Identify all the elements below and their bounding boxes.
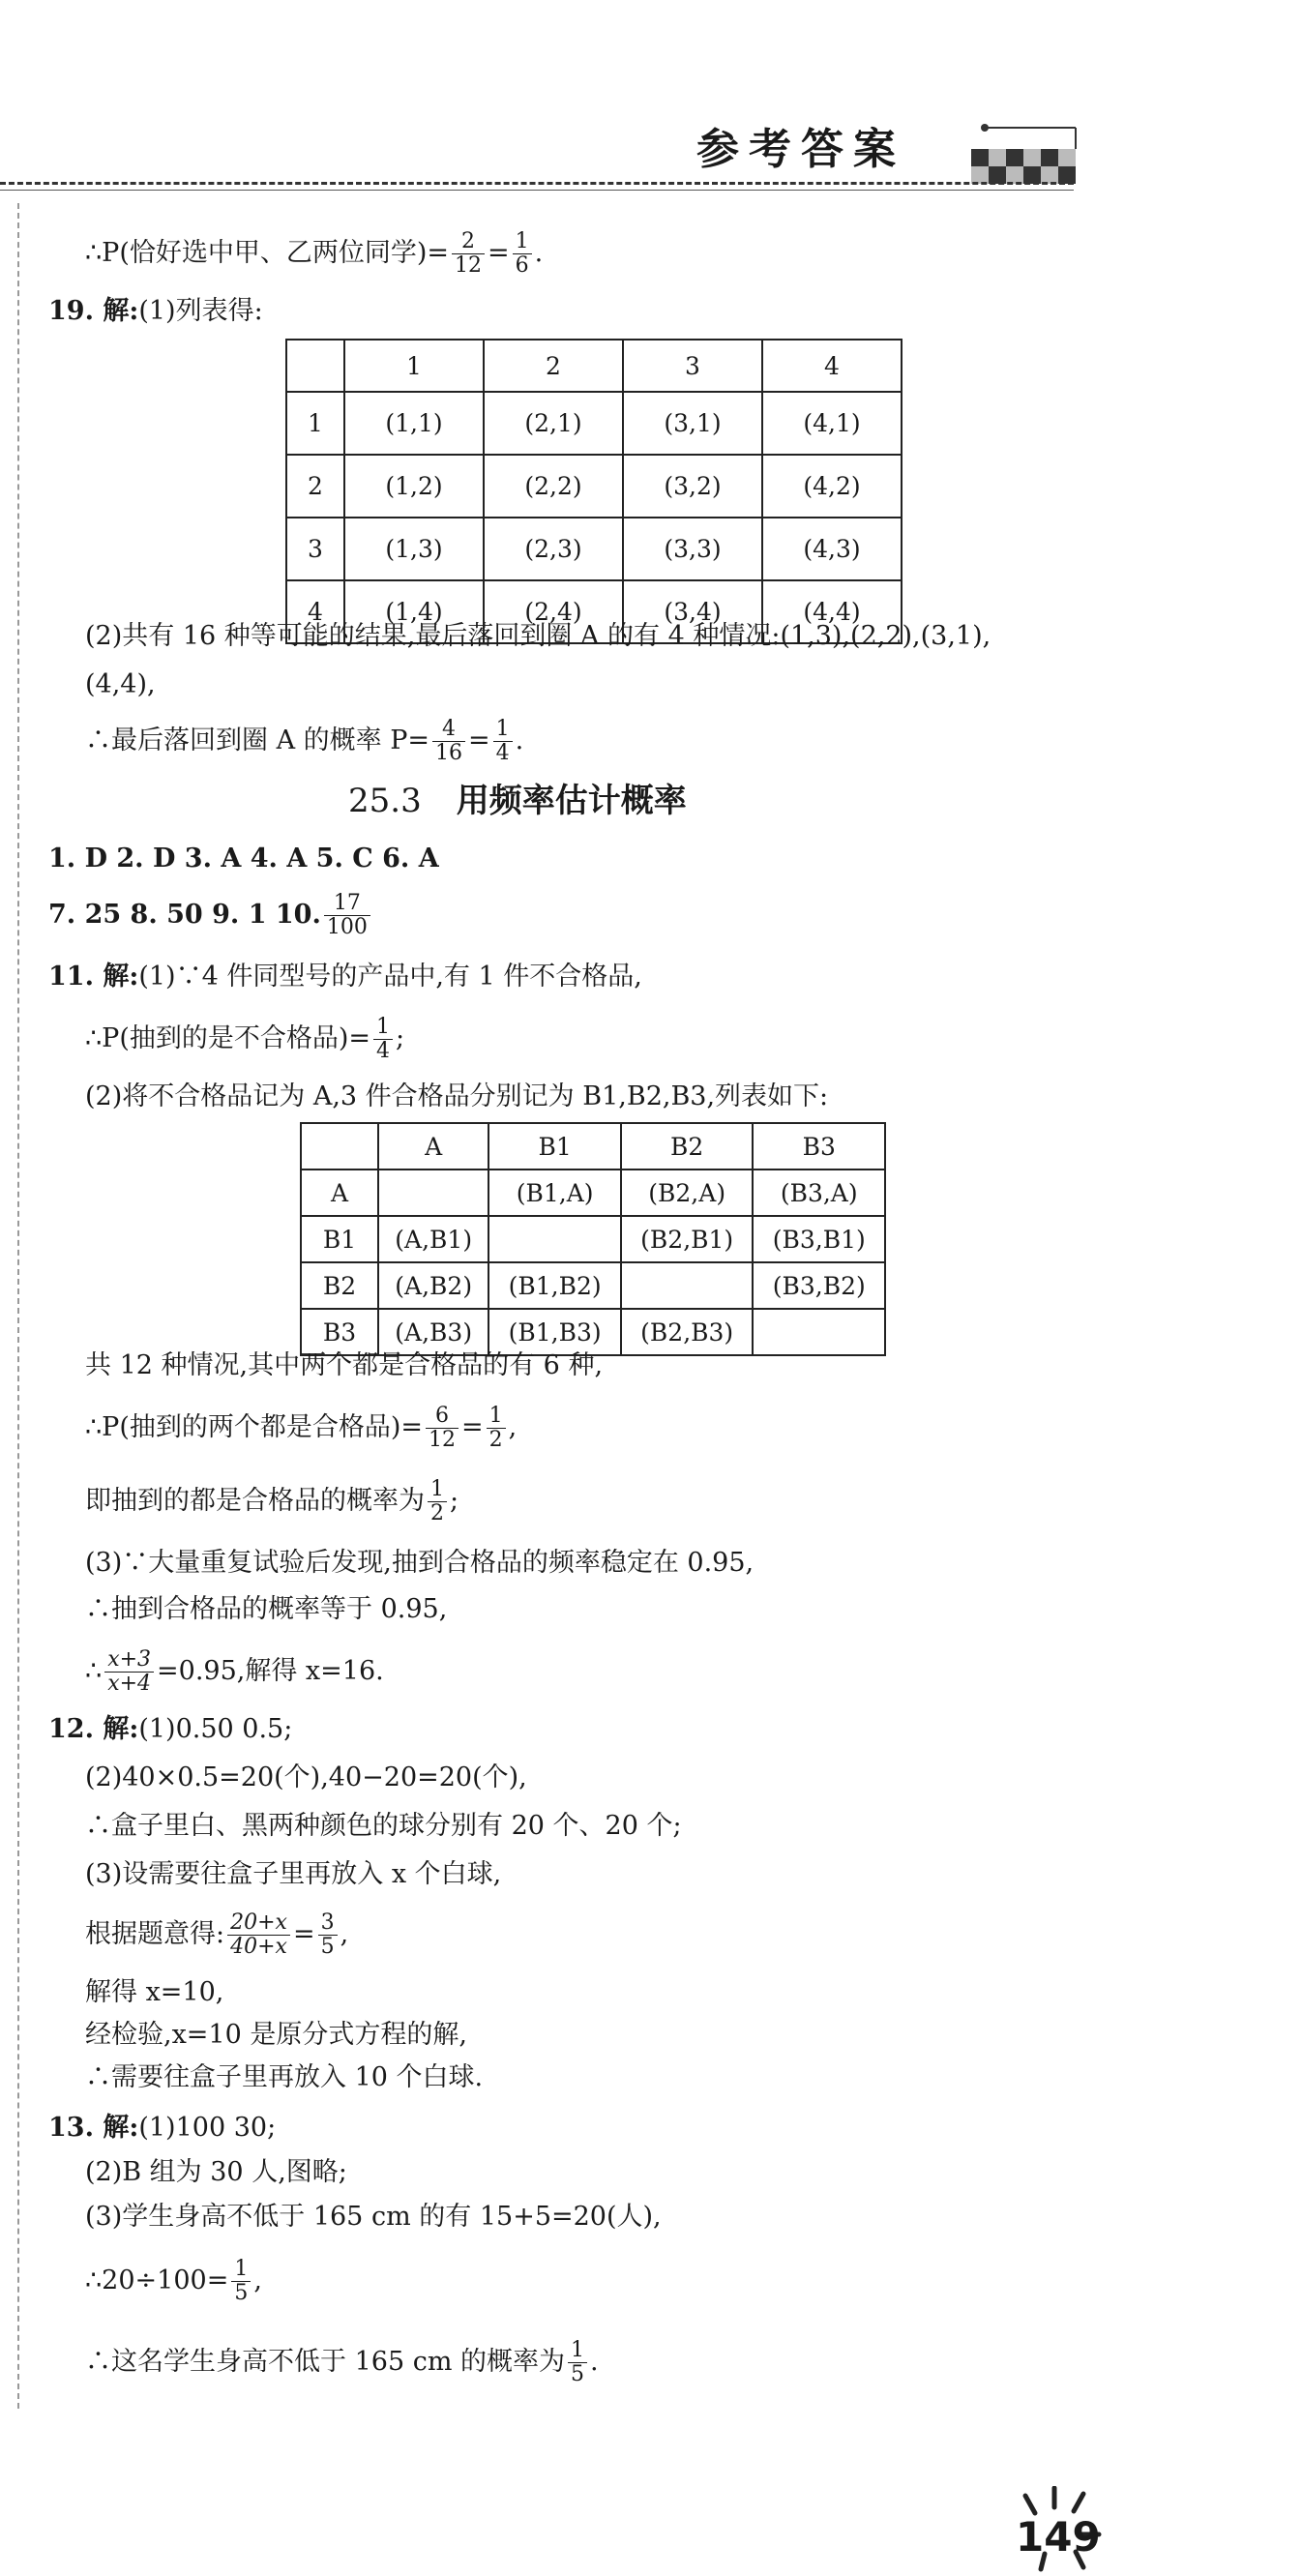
q11-p3: 即抽到的都是合格品的概率为 $\frac{1}{2}$ ; — [85, 1477, 459, 1525]
header-title: 参考答案 — [696, 125, 905, 174]
q12-part1: 12. 解:(1)0.50 0.5; — [48, 1714, 293, 1744]
table-row: B1 (A,B1) (B2,B1) (B3,B1) — [301, 1216, 885, 1262]
table-header-row: 1 2 3 4 — [286, 340, 902, 392]
page-number: 149 — [1016, 2513, 1101, 2561]
q19-part1: 19. 解:(1)列表得: — [48, 296, 263, 326]
table-row: A (B1,A) (B2,A) (B3,A) — [301, 1170, 885, 1216]
table-row: B3 (A,B3) (B1,B3) (B2,B3) — [301, 1309, 885, 1355]
table-row: B2 (A,B2) (B1,B2) (B3,B2) — [301, 1262, 885, 1309]
q13-calc: ∴20÷100= $\frac{1}{5}$ , — [85, 2257, 262, 2305]
margin-rule — [17, 203, 19, 2409]
table-row: 4 (1,4) (2,4) (3,4) (4,4) — [286, 580, 902, 643]
q11-count: 共 12 种情况,其中两个都是合格品的有 6 种, — [85, 1350, 604, 1380]
q11-equation: ∴ $\frac{x+3}{x+4}$ =0.95,解得 x=16. — [85, 1647, 384, 1696]
answers-1-6: 1. D 2. D 3. A 4. A 5. C 6. A — [48, 844, 439, 873]
q18-conclusion: ∴P(恰好选中甲、乙两位同学)= $\frac{2}{12}$ = $\frac{1}{6}$ . — [85, 229, 544, 278]
q12-check: 经检验,x=10 是原分式方程的解, — [85, 2020, 467, 2050]
q11-part1: 11. 解:(1)∵4 件同型号的产品中,有 1 件不合格品, — [48, 962, 642, 992]
table-header-row: A B1 B2 B3 — [301, 1123, 885, 1170]
q13-part1: 13. 解:(1)100 30; — [48, 2113, 277, 2143]
answers-7-10: 7. 25 8. 50 9. 1 10. $\frac{17}{100}$ — [48, 892, 373, 939]
q11-p2: ∴P(抽到的两个都是合格品)= $\frac{6}{12}$ = $\frac{1}{2}$ , — [85, 1404, 518, 1452]
q11-table — [300, 1122, 886, 1356]
q19-part2-cont: (4,4), — [85, 669, 156, 699]
header-rule — [0, 190, 1074, 191]
q19-table — [285, 339, 903, 644]
table-row: 3 (1,3) (2,3) (3,3) (4,3) — [286, 518, 902, 580]
q13-conclusion: ∴这名学生身高不低于 165 cm 的概率为 $\frac{1}{5}$ . — [85, 2338, 599, 2386]
q19-conclusion: ∴最后落回到圈 A 的概率 P= $\frac{4}{16}$ = $\frac{1}{4}$ . — [85, 717, 524, 765]
q12-part2: (2)40×0.5=20(个),40−20=20(个), — [85, 1762, 527, 1792]
table-row: 2 (1,2) (2,2) (3,2) (4,2) — [286, 455, 902, 518]
q12-equation: 根据题意得: $\frac{20+x}{40+x}$ = $\frac{3}{5}$ , — [85, 1910, 349, 1959]
table-row: 1 (1,1) (2,1) (3,1) (4,1) — [286, 392, 902, 455]
q13-part3: (3)学生身高不低于 165 cm 的有 15+5=20(人), — [85, 2202, 662, 2232]
q12-part2b: ∴盒子里白、黑两种颜色的球分别有 20 个、20 个; — [85, 1811, 682, 1841]
header-dashed-rule — [0, 182, 1074, 185]
q11-part2: (2)将不合格品记为 A,3 件合格品分别记为 B1,B2,B3,列表如下: — [85, 1081, 829, 1111]
q12-conclusion: ∴需要往盒子里再放入 10 个白球. — [85, 2062, 484, 2092]
q11-part3: (3)∵大量重复试验后发现,抽到合格品的频率稳定在 0.95, — [85, 1548, 755, 1578]
q12-part3: (3)设需要往盒子里再放入 x 个白球, — [85, 1859, 502, 1889]
q11-part3b: ∴抽到合格品的概率等于 0.95, — [85, 1594, 448, 1624]
q19-part2: (2)共有 16 种等可能的结果,最后落回到圈 A 的有 4 种情况:(1,3),(2,2),(3,1), — [85, 621, 991, 651]
q12-solve: 解得 x=10, — [85, 1977, 224, 2007]
q13-part2: (2)B 组为 30 人,图略; — [85, 2157, 347, 2187]
section-heading: 25.3 用频率估计概率 — [348, 782, 687, 820]
q11-p1: ∴P(抽到的是不合格品)= $\frac{1}{4}$ ; — [85, 1015, 405, 1063]
